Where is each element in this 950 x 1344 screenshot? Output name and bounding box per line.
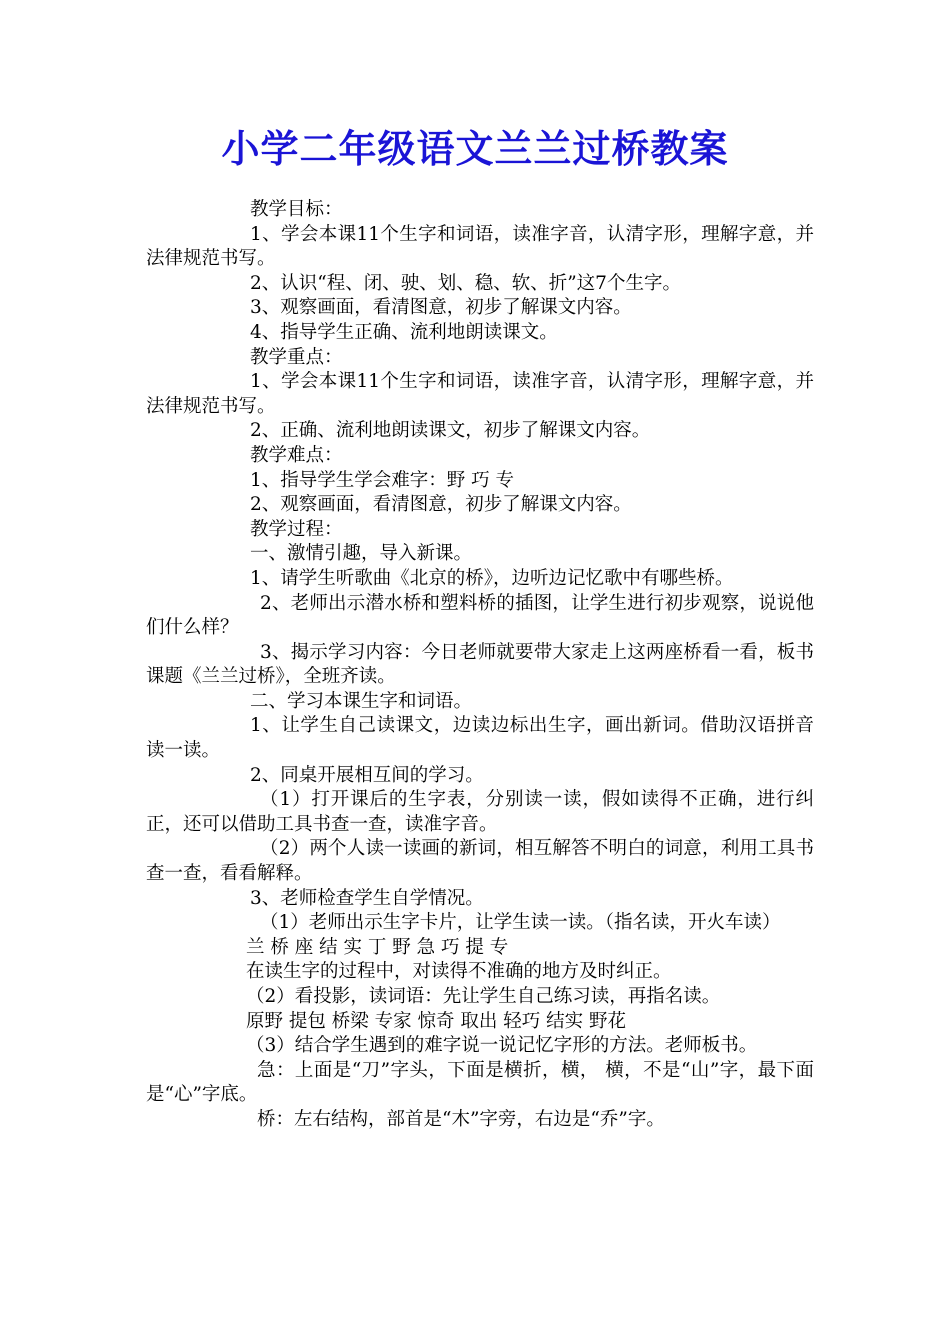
document-body [146,198,814,1133]
paragraph: 2、同桌开展相互间的学习。 [250,764,484,786]
paragraph: 1、请学生听歌曲《北京的桥》，边听边记忆歌中有哪些桥。 [250,567,734,589]
paragraph: 2、认识“程、闭、驶、划、稳、软、折”这7个生字。 [250,272,681,294]
paragraph: （2）看投影，读词语：先让学生自己练习读，再指名读。 [246,986,721,1007]
paragraph: 在读生字的过程中，对读得不准确的地方及时纠正。 [246,961,672,983]
document-title: 小学二年级语文兰兰过桥教案 [221,127,729,171]
paragraph: 原野 提包 桥梁 专家 惊奇 取出 轻巧 结实 野花 [246,1010,627,1032]
paragraph: 1、学会本课11个生字和词语，读准字音，认清字形，理解字意，并法律规范书写。 [146,371,814,417]
paragraph: 教学重点： [250,346,343,368]
paragraph: 1、学会本课11个生字和词语，读准字音，认清字形，理解字意，并法律规范书写。 [146,223,814,270]
paragraph: （3）结合学生遇到的难字说一说记忆字形的方法。老师板书。 [246,1035,758,1057]
paragraph: 1、让学生自己读课文，边读边标出生字，画出新词。借助汉语拼音读一读。 [146,715,814,762]
paragraph: 1、指导学生学会难字：野 巧 专 [250,469,515,491]
paragraph: 3、揭示学习内容：今日老师就要带大家走上这两座桥看一看，板书课题《兰兰过桥》，全班齐读。 [146,641,814,688]
paragraph: 3、观察画面，看清图意，初步了解课文内容。 [250,297,632,319]
paragraph: 急：上面是“刀”字头，下面是横折，横， 横，不是“山”字，最下面是“心”字底。 [146,1059,814,1106]
paragraph: 二、学习本课生字和词语。 [250,690,473,712]
paragraph: 教学目标： [250,199,343,220]
paragraph: 2、老师出示潜水桥和塑料桥的插图，让学生进行初步观察，说说他们什么样？ [146,592,814,639]
paragraph: 桥：左右结构，部首是“木”字旁，右边是“乔”字。 [257,1108,665,1130]
paragraph: 3、老师检查学生自学情况。 [250,887,484,909]
paragraph: 兰 桥 座 结 实 丁 野 急 巧 提 专 [246,936,509,958]
paragraph: 2、观察画面，看清图意，初步了解课文内容。 [250,494,632,516]
paragraph: （1）老师出示生字卡片，让学生读一读。（指名读，开火车读） [260,912,781,934]
paragraph: 教学难点： [250,444,343,466]
paragraph: （2）两个人读一读画的新词，相互解答不明白的词意，利用工具书查一查，看看解释。 [146,838,814,885]
paragraph: （1）打开课后的生字表，分别读一读，假如读得不正确，进行纠正，还可以借助工具书查一查，读准字音。 [146,789,814,835]
paragraph: 一、激情引趣，导入新课。 [250,543,473,565]
paragraph: 2、正确、流利地朗读课文，初步了解课文内容。 [250,420,651,442]
paragraph: 教学过程： [250,518,343,540]
paragraph: 4、指导学生正确、流利地朗读课文。 [250,321,558,343]
